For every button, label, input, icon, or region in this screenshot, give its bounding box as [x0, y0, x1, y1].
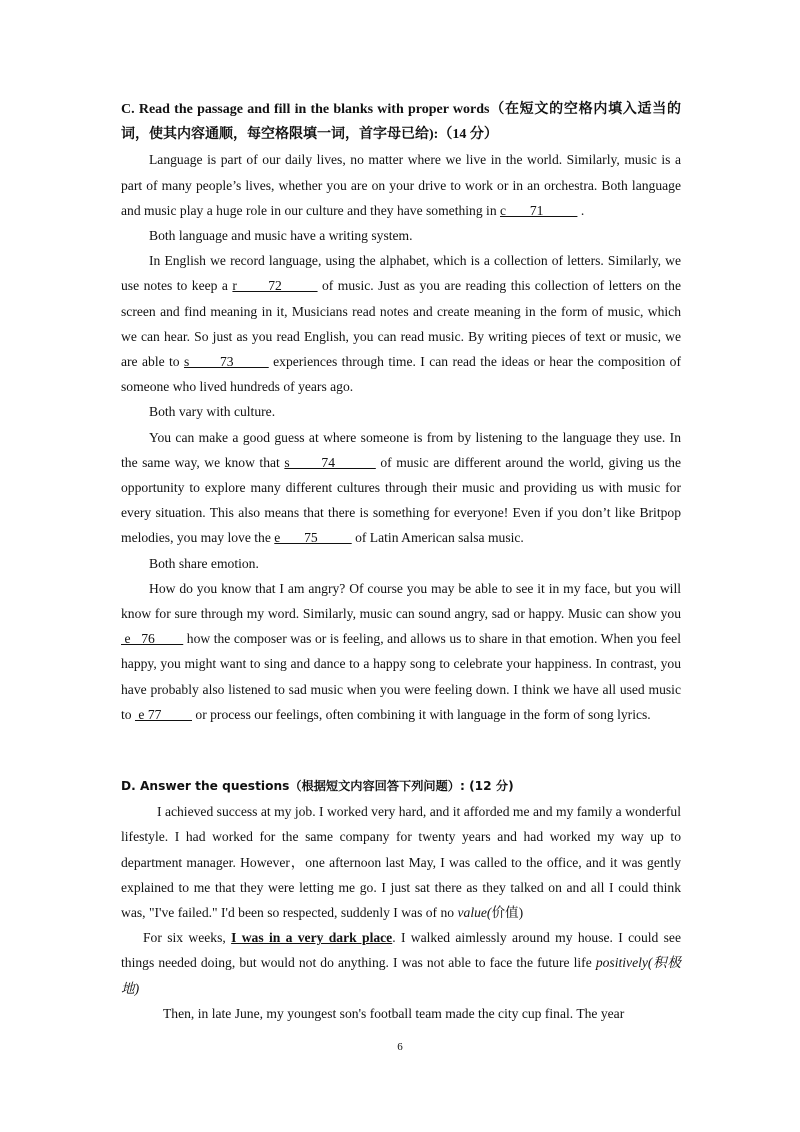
- paragraph: Both share emotion.: [149, 555, 259, 571]
- paragraph: For six weeks, I was in a very dark place. I walked aimlessly around my house. I could see things needed doing, but would not do anything. I was not able to face the future life positively(积极地): [121, 930, 682, 996]
- blank-75[interactable]: e 75: [274, 530, 352, 546]
- blank-77[interactable]: e 77: [134, 706, 192, 722]
- blank-74[interactable]: s 74: [284, 454, 376, 470]
- section-d-heading: D. Answer the questions（根据短文内容回答下列问题）: (12 分): [121, 779, 514, 793]
- paragraph: Both language and music have a writing system.: [149, 228, 413, 244]
- paragraph: I achieved success at my job. I worked very hard, and it afforded me and my family a wonderful lifestyle. I had worked for the same company for twenty years and had worked my way up to department manager. However，one afternoon last May, I was called to the office, and it was gently explained to me that they were letting me go. I just sat there as they talked on and all I could think was, "I've failed." I'd been so respected, suddenly I was of no value(价值): [121, 804, 681, 921]
- paragraph: In English we record language, using the alphabet, which is a collection of letters. Similarly, we use notes to keep a r 72 of music. Just as you are reading this collection of letters on the screen and find meaning in it, Musicians read notes and create meaning in the form of music, which we can hear. So just as you read English, you can read music. By writing pieces of text or music, we are able to s 73 experiences through time. I can read the ideas or hear the composition of someone who lived hundreds of years ago.: [121, 253, 682, 395]
- blank-72[interactable]: r 72: [232, 278, 318, 294]
- underlined-phrase: I was in a very dark place: [231, 930, 393, 946]
- blank-71[interactable]: c 71: [500, 202, 578, 218]
- section-d: [121, 774, 681, 1026]
- blank-73[interactable]: s 73: [183, 354, 269, 370]
- paragraph: Both vary with culture.: [149, 404, 276, 420]
- section-c: [121, 97, 681, 727]
- paragraph: You can make a good guess at where someone is from by listening to the language they use. In the same way, we know that s 74 of music are different around the world, giving us the opportunity to explore many different cultures through their music and providing us with music for every situation. This also means that there is something for everyone! Even if you don’t like Britpop melodies, you may love the e 75 of Latin American salsa music.: [121, 429, 682, 546]
- blank-76[interactable]: e 76: [121, 631, 184, 647]
- page-number: 6: [397, 1041, 403, 1053]
- paragraph: Then, in late June, my youngest son's football team made the city cup final. The year: [163, 1005, 625, 1021]
- section-c-heading: C. Read the passage and fill in the blanks with proper words（在短文的空格内填入适当的词，使其内容通顺，每空格限填一词，首字母已给):（14 分）: [121, 102, 681, 143]
- paragraph: Language is part of our daily lives, no matter where we live in the world. Similarly, music is a part of many people’s lives, whether you are on your drive to work or in an orchestra. Both language and music play a huge role in our culture and they have something in c 71 .: [121, 152, 681, 218]
- paragraph: How do you know that I am angry? Of course you may be able to see it in my face, but you will know for sure through my word. Similarly, music can sound angry, sad or happy. Music can show you e 76 how the composer was or is feeling, and allows us to share in that emotion. When you feel happy, you might want to sing and dance to a happy song to celebrate your happiness. In contrast, you have probably also listened to sad music when you were feeling down. I think we have all used music to e 77 or process our feelings, often combining it with language in the form of song lyrics.: [121, 580, 681, 722]
